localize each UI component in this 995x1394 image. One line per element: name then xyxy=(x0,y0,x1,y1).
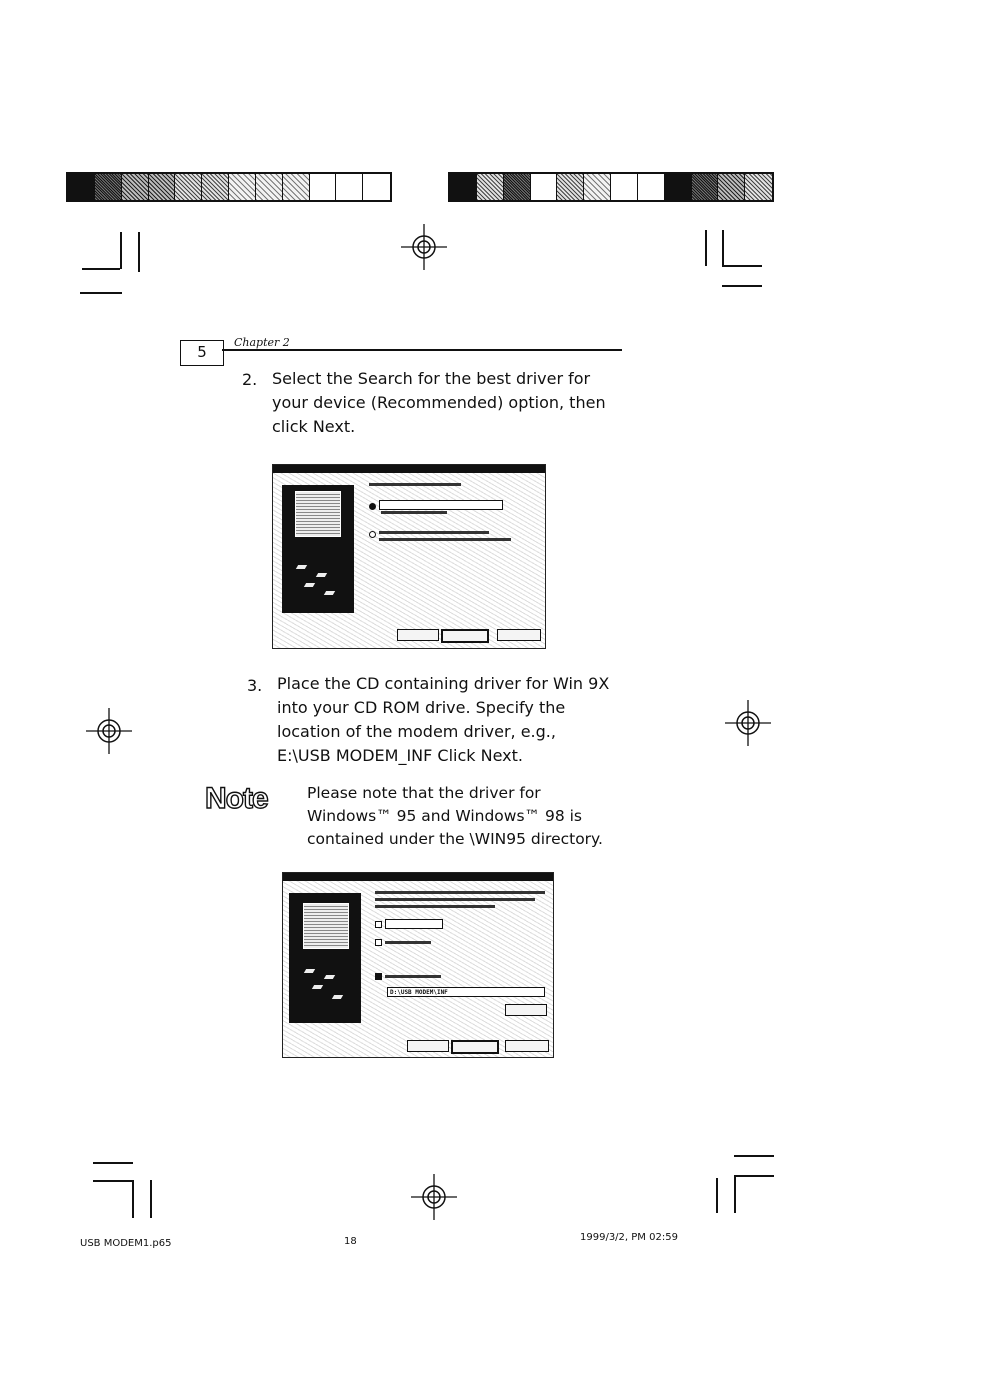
computer-icon xyxy=(303,903,349,949)
dialog-text-line xyxy=(375,898,535,901)
chapter-number-box: 5 xyxy=(180,340,224,366)
note-line: contained under the \WIN95 directory. xyxy=(307,830,603,848)
note-logo: Note xyxy=(205,782,268,815)
note-line: Windows™ 95 and Windows™ 98 is xyxy=(307,807,583,825)
checkbox-location xyxy=(375,973,382,980)
step-text xyxy=(277,672,609,768)
registration-mark-right xyxy=(725,700,771,746)
step-line: E:\USB MODEM_INF Click Next. xyxy=(277,746,523,765)
dialog-text-line xyxy=(381,511,447,514)
screenshot-title-bar xyxy=(273,465,545,473)
dialog-text-line xyxy=(379,531,489,534)
dialog-text-line xyxy=(375,891,545,894)
browse-button xyxy=(505,1004,547,1016)
chapter-label: Chapter 2 xyxy=(234,336,290,349)
step-line: your device (Recommended) option, then xyxy=(272,393,606,412)
next-button xyxy=(441,629,489,643)
registration-mark-bottom xyxy=(411,1174,457,1220)
footer-filename: USB MODEM1.p65 xyxy=(80,1238,172,1249)
density-bar-right xyxy=(448,172,774,202)
cancel-button xyxy=(505,1040,549,1052)
dialog-text-line xyxy=(379,538,511,541)
computer-icon xyxy=(295,491,341,537)
step-number: 3. xyxy=(247,676,263,695)
cancel-button xyxy=(497,629,541,641)
header-rule xyxy=(222,349,622,351)
floppy-option-label xyxy=(385,919,443,929)
search-option-highlight xyxy=(379,500,503,510)
step-line: Select the Search for the best driver for xyxy=(272,369,591,388)
checkbox-floppy xyxy=(375,921,382,928)
radio-search-option xyxy=(369,503,376,510)
registration-mark-top xyxy=(401,224,447,270)
step-text xyxy=(272,367,606,439)
footer-timestamp: 1999/3/2, PM 02:59 xyxy=(580,1232,678,1243)
step-line: Place the CD containing driver for Win 9X xyxy=(277,674,610,693)
dialog-text-line xyxy=(385,941,431,944)
dialog-text-line xyxy=(369,483,461,486)
step-line: location of the modem driver, e.g., xyxy=(277,722,556,741)
density-bar-left xyxy=(66,172,392,202)
step-line: click Next. xyxy=(272,417,356,436)
step-line: into your CD ROM drive. Specify the xyxy=(277,698,566,717)
location-path-field: D:\USB MODEM\INF xyxy=(387,987,545,997)
checkbox-cdrom xyxy=(375,939,382,946)
note-line: Please note that the driver for xyxy=(307,784,541,802)
note-text xyxy=(307,782,603,851)
dialog-text-line xyxy=(375,905,495,908)
radio-list-option xyxy=(369,531,376,538)
dialog-text-line xyxy=(385,975,441,978)
footer-page-number: 18 xyxy=(344,1236,357,1247)
registration-mark-left xyxy=(86,708,132,754)
wizard-screenshot-search xyxy=(272,464,546,649)
back-button xyxy=(407,1040,449,1052)
wizard-screenshot-location xyxy=(282,872,554,1058)
step-number: 2. xyxy=(242,370,258,389)
next-button xyxy=(451,1040,499,1054)
back-button xyxy=(397,629,439,641)
screenshot-title-bar xyxy=(283,873,553,881)
